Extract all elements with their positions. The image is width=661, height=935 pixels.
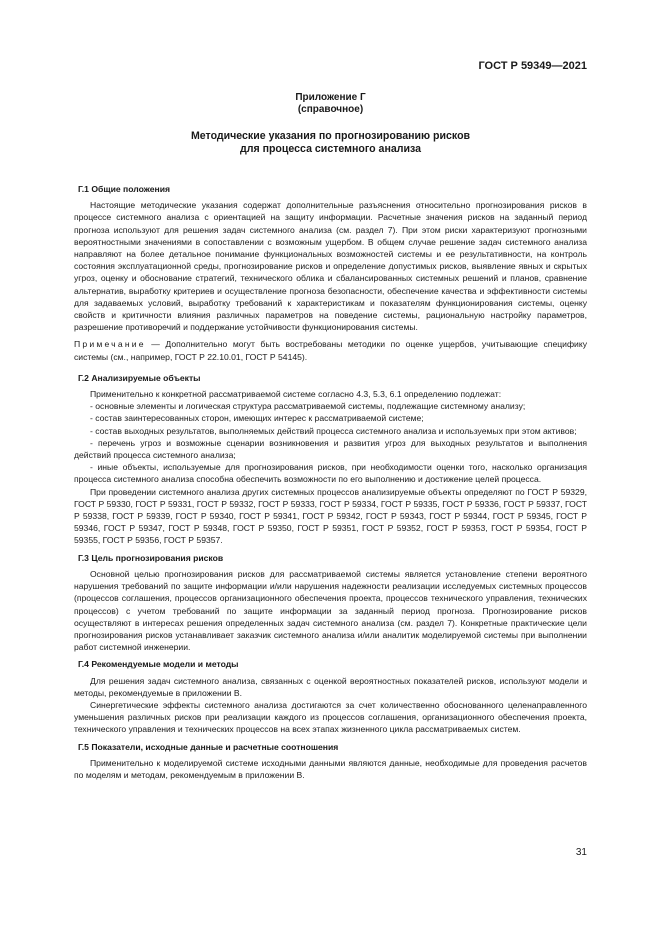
page-number: 31 [575, 847, 587, 858]
paragraph: Основной целью прогнозирования рисков для рассматриваемой системы является установление степени вероятного нарушения требований по защите информации и/или нарушения надежности реализации исследуемых системных процессов (процессов соглашения, процессов организационного обеспечения проекта, процессов технического управления, технических процессов) с учетом требований по защите информации за заданный период прогноза. Прогнозирование рисков осуществляют в интересах решения определенных задач системного анализа (см. раздел 7). Конкретные практические цели прогнозирования рисков устанавливает заказчик системного анализа и/или аналитик моделируемой системы при выполнении работ системной инженерии. [74, 568, 587, 653]
annex-title-line-1: Методические указания по прогнозированию рисков [190, 130, 471, 142]
paragraph: Для решения задач системного анализа, связанных с оценкой вероятностных показателей рисков, используют модели и методы, рекомендуемые в приложении В. [74, 675, 587, 698]
document-body [74, 183, 587, 781]
list-item: - состав выходных результатов, выполняемых действий процесса системного анализа и используемых при этом активов; [90, 425, 577, 436]
list-item: - основные элементы и логическая структура рассматриваемой системы, подлежащие системному анализу; [90, 401, 526, 412]
note-label: Примечание [74, 339, 146, 350]
paragraph: Настоящие методические указания содержат дополнительные разъяснения относительно прогнозирования рисков в процессе системного анализа с ориентацией на защиту информации. Расчетные значения рисков на заданный период прогноза используют для решения задач системного анализа (см. раздел 7). При этом риски характеризуют прогнозными вероятностными значениями в сопоставлении с возможным ущербом. В общем случае решение задач системного анализа направляют на более детальное понимание функциональных возможностей системы и ее результативности, на контроль состояния эксплуатационной среды, прогнозирование рисков и определение допустимых рисков, выявление явных и скрытых угроз, оценку и обоснование стратегий, технического облика и сбалансированных системных решений и планов, сравнение альтернатив, выработку критериев и осуществление прогноза безопасности, обеспечение качества и эффективности системы для задаваемых условий, выработку требований к характеристикам и показателям функционирования системы, оценку свойств и критичности влияния различных параметров на поведение системы, рациональную настройку параметров, разрешение противоречий и поддержание устойчивости функционирования системы. [74, 200, 587, 333]
section-heading-g2: Г.2 Анализируемые объекты [78, 372, 201, 383]
list-item: - перечень угроз и возможные сценарии возникновения и развития угроз для выходных результатов и выполнения действий процесса системного анализа; [74, 437, 587, 461]
paragraph: При проведении системного анализа других системных процессов анализируемые объекты определяют по ГОСТ Р 59329, ГОСТ Р 59330, ГОСТ Р 59331, ГОСТ Р 59332, ГОСТ Р 59333, ГОСТ Р 59334, ГОСТ Р 59335, ГОСТ Р 59336, ГОСТ Р 59337, ГОСТ Р 59338, ГОСТ Р 59339, ГОСТ Р 59340, ГОСТ Р 59341, ГОСТ Р 59342, ГОСТ Р 59343, ГОСТ Р 59344, ГОСТ Р 59345, ГОСТ Р 59346, ГОСТ Р 59347, ГОСТ Р 59348, ГОСТ Р 59350, ГОСТ Р 59351, ГОСТ Р 59352, ГОСТ Р 59353, ГОСТ Р 59354, ГОСТ Р 59355, ГОСТ Р 59356, ГОСТ Р 59357. [74, 486, 587, 546]
annex-kind: (справочное) [297, 104, 364, 115]
section-heading-g4: Г.4 Рекомендуемые модели и методы [78, 659, 239, 670]
section-heading-g5: Г.5 Показатели, исходные данные и расчетные соотношения [78, 741, 339, 752]
annex-label: Приложение Г [295, 92, 366, 103]
note-text: — Дополнительно могут быть востребованы методики по оценке ущербов, учитывающие специфику системы (см., например, ГОСТ Р 22.10.01, ГОСТ Р 54145). [74, 339, 587, 362]
list-item: - иные объекты, используемые для прогнозирования рисков, при необходимости оценки того, насколько организация процесса системного анализа способна обеспечить возможности по его выполнению и достижение целей процесса. [74, 462, 587, 485]
section-heading-g1: Г.1 Общие положения [78, 184, 170, 194]
paragraph: Применительно к конкретной рассматриваемой системе согласно 4.3, 5.3, 6.1 определению подлежат: [90, 389, 502, 400]
document-id-header: ГОСТ Р 59349—2021 [478, 60, 587, 72]
paragraph: Применительно к моделируемой системе исходными данными являются данные, необходимые для проведения расчетов по моделям и методам, рекомендуемым в приложении В. [74, 757, 587, 780]
section-heading-g3: Г.3 Цель прогнозирования рисков [78, 552, 224, 563]
list-item: - состав заинтересованных сторон, имеющих интерес к рассматриваемой системе; [90, 413, 424, 424]
note-paragraph [74, 338, 587, 362]
annex-title-line-2: для процесса системного анализа [239, 143, 421, 155]
paragraph: Синергетические эффекты системного анализа достигаются за счет количественно обоснованного целенаправленного уменьшения различных рисков при реализации каждого из процессов соглашения, организационного обеспечения проекта, технического управления и технических процессов на всех этапах жизненного цикла рассматриваемых систем. [74, 699, 587, 735]
